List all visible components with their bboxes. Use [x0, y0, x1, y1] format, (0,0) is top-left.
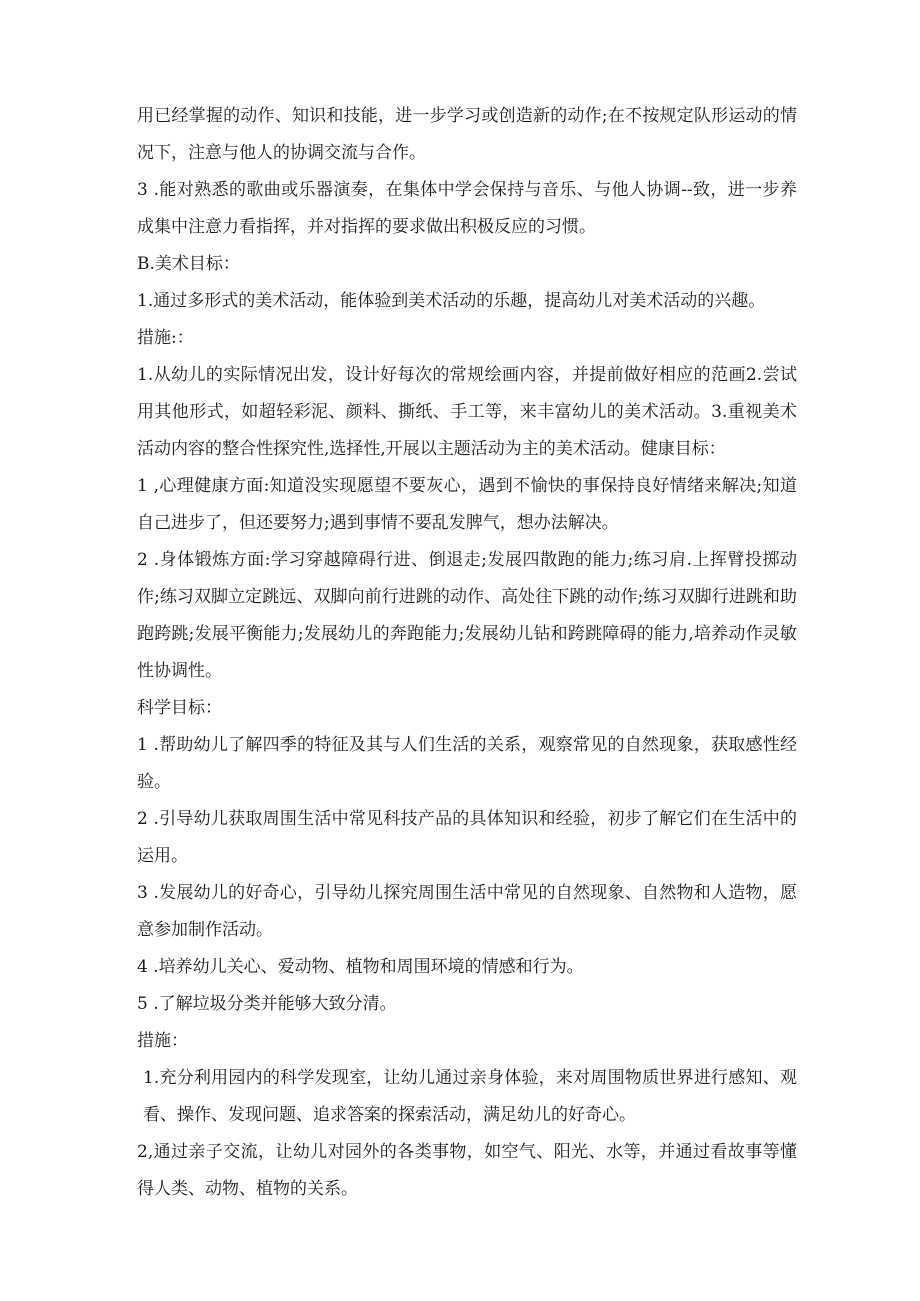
paragraph-science-goal-4: 4 .培养幼儿关心、爱动物、植物和周围环境的情感和行为。 [137, 957, 584, 977]
heading-science-measures: 措施： [137, 1031, 188, 1051]
heading-art-goals: B.美术目标： [137, 254, 240, 274]
paragraph-art-measures: 1.从幼儿的实际情况出发，设计好每次的常规绘画内容，并提前做好相应的范画2.尝试用其他形式，如超轻彩泥、颜料、撕纸、手工等，来丰富幼儿的美术活动。3.重视美术活动内容的整合性探究性,选择性,开展以主题活动为主的美术活动。健康目标： [137, 365, 797, 459]
document-body [137, 98, 797, 1208]
paragraph-science-measure-1: 1.充分利用园内的科学发现室，让幼儿通过亲身体验，来对周围物质世界进行感知、观看、操作、发现问题、追求答案的探索活动，满足幼儿的好奇心。 [143, 1068, 797, 1125]
paragraph-health-goal-1: 1 ,心理健康方面:知道没实现愿望不要灰心，遇到不愉快的事保持良好情绪来解决;知道自己进步了，但还要努力;遇到事情不要乱发脾气，想办法解决。 [137, 476, 797, 533]
paragraph-science-goal-3: 3 .发展幼儿的好奇心，引导幼儿探究周围生活中常见的自然现象、自然物和人造物，愿意参加制作活动。 [137, 883, 797, 940]
paragraph-health-goal-2: 2 .身体锻炼方面:学习穿越障碍行进、倒退走;发展四散跑的能力;练习肩.上挥臂投掷动作;练习双脚立定跳远、双脚向前行进跳的动作、高处往下跳的动作;练习双脚行进跳和助跑跨跳;发展平衡能力;发展幼儿的奔跑能力;发展幼儿钻和跨跳障碍的能力,培养动作灵敏性协调性。 [137, 550, 797, 681]
paragraph-science-goal-1: 1 .帮助幼儿了解四季的特征及其与人们生活的关系，观察常见的自然现象，获取感性经验。 [137, 735, 797, 792]
paragraph-music-goal-3: 3 .能对熟悉的歌曲或乐器演奏，在集体中学会保持与音乐、与他人协调--致，进一步养成集中注意力看指挥，并对指挥的要求做出积极反应的习惯。 [137, 180, 797, 237]
paragraph-science-goal-5: 5 .了解垃圾分类并能够大致分清。 [137, 994, 397, 1014]
paragraph-art-goal-1: 1.通过多形式的美术活动，能体验到美术活动的乐趣，提高幼儿对美术活动的兴趣。 [137, 291, 766, 311]
paragraph-science-measure-2: 2,通过亲子交流，让幼儿对园外的各类事物，如空气、阳光、水等，并通过看故事等懂得人类、动物、植物的关系。 [137, 1142, 797, 1199]
heading-science-goals: 科学目标： [137, 698, 222, 718]
paragraph-music-continued: 用已经掌握的动作、知识和技能，进一步学习或创造新的动作;在不按规定队形运动的情况下，注意与他人的协调交流与合作。 [137, 106, 797, 163]
heading-art-measures: 措施:： [137, 328, 194, 348]
paragraph-science-goal-2: 2 .引导幼儿获取周围生活中常见科技产品的具体知识和经验，初步了解它们在生活中的运用。 [137, 809, 797, 866]
